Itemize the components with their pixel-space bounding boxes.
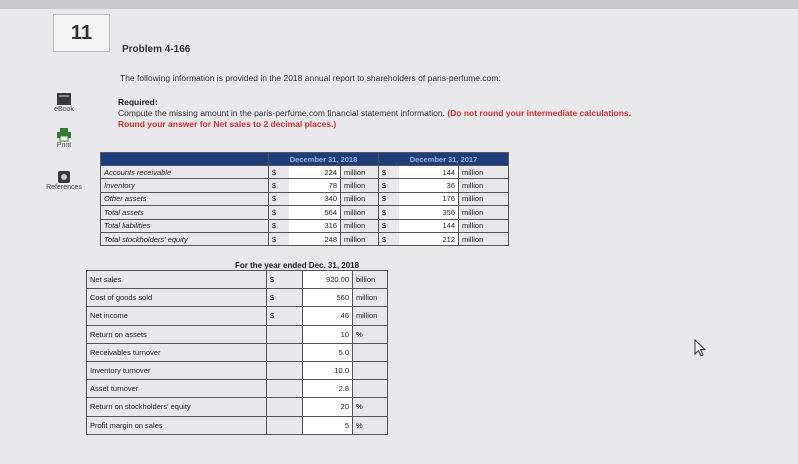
unit-2017: million bbox=[459, 206, 509, 219]
table-row bbox=[87, 271, 388, 289]
table-row bbox=[101, 206, 509, 219]
row-label: Receivables turnover bbox=[87, 343, 267, 361]
references-button[interactable] bbox=[27, 170, 101, 191]
unit-cell: % bbox=[353, 325, 388, 343]
table-row bbox=[87, 380, 388, 398]
top-bar bbox=[0, 0, 798, 9]
value-2017: 356 bbox=[399, 206, 459, 219]
dollar-sign: $ bbox=[267, 271, 303, 289]
value-2018: 224 bbox=[289, 166, 341, 179]
value-cell: 2.8 bbox=[303, 380, 353, 398]
balance-table bbox=[100, 152, 509, 246]
dollar-sign: $ bbox=[379, 232, 399, 245]
row-label: Net sales bbox=[87, 271, 267, 289]
row-label: Profit margin on sales bbox=[87, 416, 267, 434]
unit-cell: % bbox=[353, 416, 388, 434]
value-2017: 36 bbox=[399, 179, 459, 192]
dollar-sign: $ bbox=[269, 166, 289, 179]
table-row bbox=[87, 343, 388, 361]
row-label: Inventory turnover bbox=[87, 361, 267, 379]
dollar-sign bbox=[267, 343, 303, 361]
table-row bbox=[101, 219, 509, 232]
dollar-sign: $ bbox=[379, 192, 399, 205]
required-text bbox=[118, 108, 631, 118]
value-2018: 78 bbox=[289, 179, 341, 192]
dollar-sign bbox=[267, 325, 303, 343]
references-label: References bbox=[46, 184, 82, 191]
dollar-sign bbox=[267, 416, 303, 434]
income-table bbox=[86, 270, 388, 435]
print-label: Print bbox=[56, 142, 72, 149]
value-2017: 212 bbox=[399, 232, 459, 245]
question-number: 11 bbox=[53, 14, 110, 52]
mouse-cursor-icon bbox=[694, 339, 708, 357]
dollar-sign: $ bbox=[269, 206, 289, 219]
value-2018: 564 bbox=[289, 206, 341, 219]
value-2018: 248 bbox=[289, 232, 341, 245]
value-cell: 5 bbox=[303, 416, 353, 434]
book-icon bbox=[56, 92, 72, 106]
unit-2018: million bbox=[341, 232, 379, 245]
dollar-sign: $ bbox=[269, 219, 289, 232]
net-sales-input[interactable]: 920.00 bbox=[303, 271, 353, 289]
unit-2018: million bbox=[341, 219, 379, 232]
row-label: Return on assets bbox=[87, 325, 267, 343]
table-row bbox=[87, 361, 388, 379]
table-row bbox=[87, 416, 388, 434]
unit-2018: million bbox=[341, 206, 379, 219]
row-label: Total stockholders' equity bbox=[101, 232, 269, 245]
header-2018: December 31, 2018 bbox=[269, 153, 379, 166]
printer-icon bbox=[56, 128, 72, 142]
value-2017: 176 bbox=[399, 192, 459, 205]
unit-cell bbox=[353, 343, 388, 361]
unit-2018: million bbox=[341, 166, 379, 179]
value-cell: 10.0 bbox=[303, 361, 353, 379]
unit-2017: million bbox=[459, 232, 509, 245]
unit-2018: million bbox=[341, 192, 379, 205]
value-2018: 316 bbox=[289, 219, 341, 232]
value-2018: 340 bbox=[289, 192, 341, 205]
table-row bbox=[101, 192, 509, 205]
value-2017: 144 bbox=[399, 166, 459, 179]
references-icon bbox=[57, 170, 71, 184]
dollar-sign bbox=[267, 380, 303, 398]
dollar-sign: $ bbox=[379, 206, 399, 219]
unit-2017: million bbox=[459, 219, 509, 232]
table-row bbox=[101, 166, 509, 179]
unit-cell: billion bbox=[353, 271, 388, 289]
row-label: Accounts receivable bbox=[101, 166, 269, 179]
unit-2017: million bbox=[459, 192, 509, 205]
unit-cell: million bbox=[353, 307, 388, 325]
problem-title: Problem 4-166 bbox=[122, 44, 191, 55]
row-label: Asset turnover bbox=[87, 380, 267, 398]
dollar-sign: $ bbox=[269, 192, 289, 205]
row-label: Other assets bbox=[101, 192, 269, 205]
unit-cell: % bbox=[353, 398, 388, 416]
row-label: Cost of goods sold bbox=[87, 289, 267, 307]
table-row bbox=[87, 325, 388, 343]
value-cell: 5.0 bbox=[303, 343, 353, 361]
row-label: Total liabilities bbox=[101, 219, 269, 232]
dollar-sign: $ bbox=[269, 179, 289, 192]
unit-2017: million bbox=[459, 179, 509, 192]
header-blank bbox=[101, 153, 269, 166]
ebook-label: eBook bbox=[54, 106, 74, 113]
value-cell: 560 bbox=[303, 289, 353, 307]
dollar-sign: $ bbox=[269, 232, 289, 245]
table-row bbox=[101, 179, 509, 192]
unit-2017: million bbox=[459, 166, 509, 179]
dollar-sign: $ bbox=[379, 166, 399, 179]
row-label: Net income bbox=[87, 307, 267, 325]
row-label: Return on stockholders' equity bbox=[87, 398, 267, 416]
balance-table-header bbox=[101, 153, 509, 166]
row-label: Total assets bbox=[101, 206, 269, 219]
unit-cell: million bbox=[353, 289, 388, 307]
rounding-note-2: Round your answer for Net sales to 2 decimal places.) bbox=[118, 119, 337, 129]
header-2017: December 31, 2017 bbox=[379, 153, 509, 166]
dollar-sign: $ bbox=[267, 307, 303, 325]
value-cell: 46 bbox=[303, 307, 353, 325]
dollar-sign: $ bbox=[267, 289, 303, 307]
table-row bbox=[101, 232, 509, 245]
required-instruction: Compute the missing amount in the paris-perfume.com financial statement information. bbox=[118, 108, 445, 118]
dollar-sign: $ bbox=[379, 219, 399, 232]
required-label: Required: bbox=[118, 97, 158, 107]
table-row bbox=[87, 307, 388, 325]
value-cell: 10 bbox=[303, 325, 353, 343]
table-row bbox=[87, 398, 388, 416]
print-button[interactable] bbox=[27, 128, 101, 149]
value-cell: 20 bbox=[303, 398, 353, 416]
unit-cell bbox=[353, 361, 388, 379]
rounding-note-1: (Do not round your intermediate calculations. bbox=[447, 108, 632, 118]
income-period-header: For the year ended Dec. 31, 2018 bbox=[235, 261, 360, 270]
dollar-sign: $ bbox=[379, 179, 399, 192]
unit-cell bbox=[353, 380, 388, 398]
problem-intro: The following information is provided in the 2018 annual report to shareholders of paris-perfume.com: bbox=[120, 73, 501, 83]
ebook-button[interactable] bbox=[27, 92, 101, 113]
row-label: Inventory bbox=[101, 179, 269, 192]
dollar-sign bbox=[267, 398, 303, 416]
dollar-sign bbox=[267, 361, 303, 379]
table-row bbox=[87, 289, 388, 307]
unit-2018: million bbox=[341, 179, 379, 192]
value-2017: 144 bbox=[399, 219, 459, 232]
